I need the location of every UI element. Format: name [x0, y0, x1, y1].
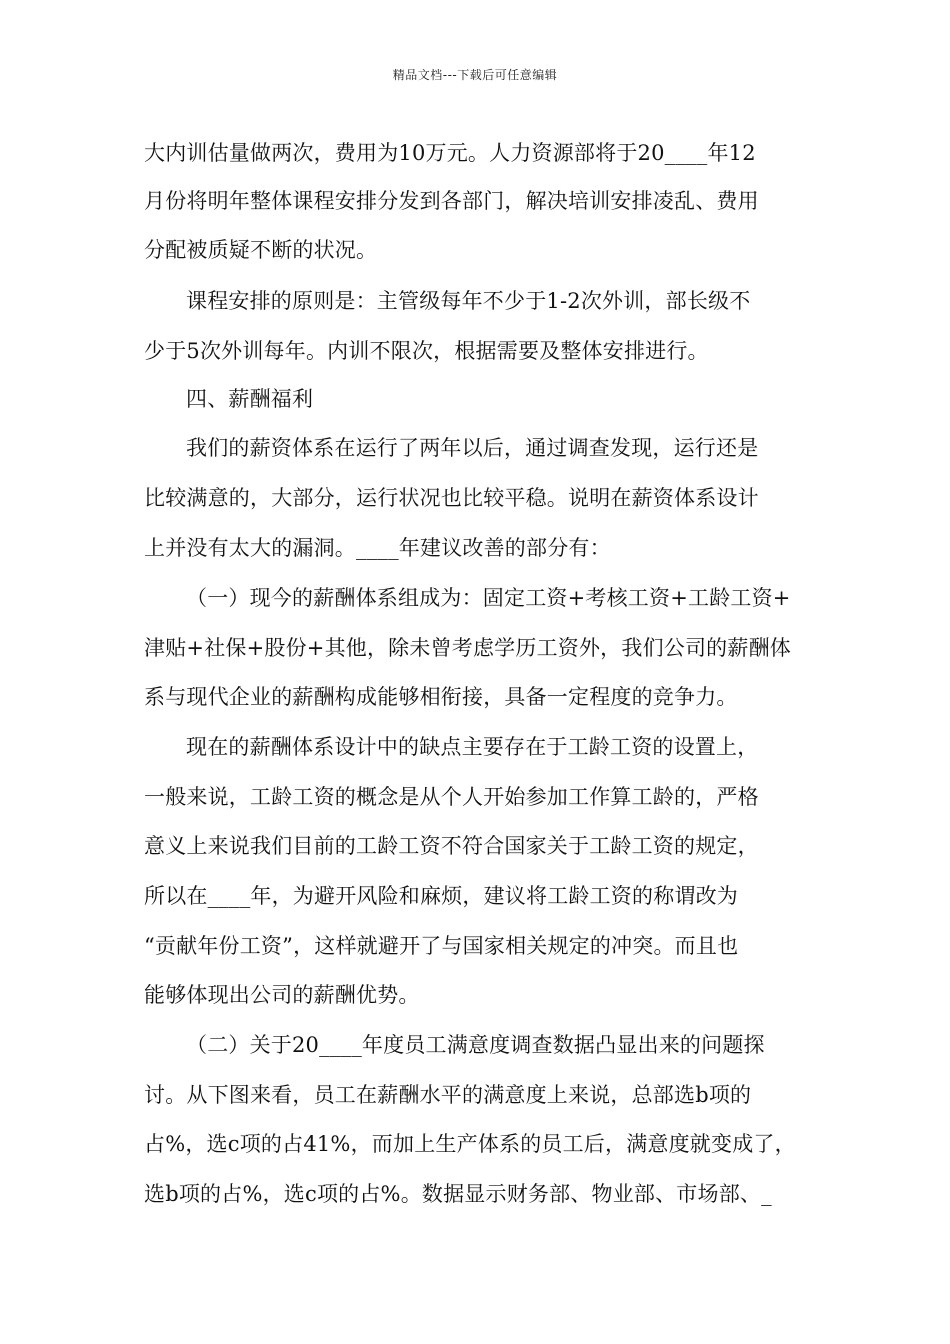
paragraph-line: 能够体现出公司的薪酬优势。: [144, 983, 420, 1007]
paragraph-line: 选b项的占%，选c项的占%。数据显示财务部、物业部、市场部、_: [144, 1182, 772, 1206]
paragraph-line: 上并没有太大的漏洞。____年建议改善的部分有：: [144, 536, 611, 560]
paragraph-line: 意义上来说我们目前的工龄工资不符合国家关于工龄工资的规定，: [144, 834, 759, 858]
paragraph-line: 我们的薪资体系在运行了两年以后，通过调查发现，运行还是: [186, 436, 759, 460]
paragraph-line: 系与现代企业的薪酬构成能够相衔接，具备一定程度的竞争力。: [144, 685, 738, 709]
paragraph-line: 分配被质疑不断的状况。: [144, 238, 378, 262]
paragraph-line: 所以在____年，为避开风险和麻烦，建议将工龄工资的称谓改为: [144, 884, 738, 908]
paragraph-line: 大内训估量做两次，费用为10万元。人力资源部将于20____年12: [144, 141, 756, 165]
paragraph-line: 少于5次外训每年。内训不限次，根据需要及整体安排进行。: [144, 339, 709, 363]
paragraph-line: （一）现今的薪酬体系组成为：固定工资+考核工资+工龄工资+: [186, 586, 791, 610]
paragraph-line: 课程安排的原则是：主管级每年不少于1-2次外训，部长级不: [186, 289, 751, 313]
page-header: 精品文档---下载后可任意编辑: [392, 68, 558, 82]
paragraph-line: 津贴+社保+股份+其他，除未曾考虑学历工资外，我们公司的薪酬体: [144, 636, 791, 660]
paragraph-line: 占%，选c项的占41%，而加上生产体系的员工后，满意度就变成了，: [144, 1132, 796, 1156]
paragraph-line: 现在的薪酬体系设计中的缺点主要存在于工龄工资的设置上，: [186, 735, 759, 759]
paragraph-line: “贡献年份工资”，这样就避开了与国家相关规定的冲突。而且也: [144, 934, 739, 958]
paragraph-line: （二）关于20____年度员工满意度调查数据凸显出来的问题探: [186, 1033, 765, 1057]
paragraph-line: 月份将明年整体课程安排分发到各部门，解决培训安排凌乱、费用: [144, 189, 759, 213]
paragraph-line: 讨。从下图来看，员工在薪酬水平的满意度上来说，总部选b项的: [144, 1083, 752, 1107]
paragraph-line: 一般来说，工龄工资的概念是从个人开始参加工作算工龄的，严格: [144, 785, 759, 809]
section-heading: 四、薪酬福利: [186, 387, 314, 411]
paragraph-line: 比较满意的，大部分，运行状况也比较平稳。说明在薪资体系设计: [144, 486, 759, 510]
